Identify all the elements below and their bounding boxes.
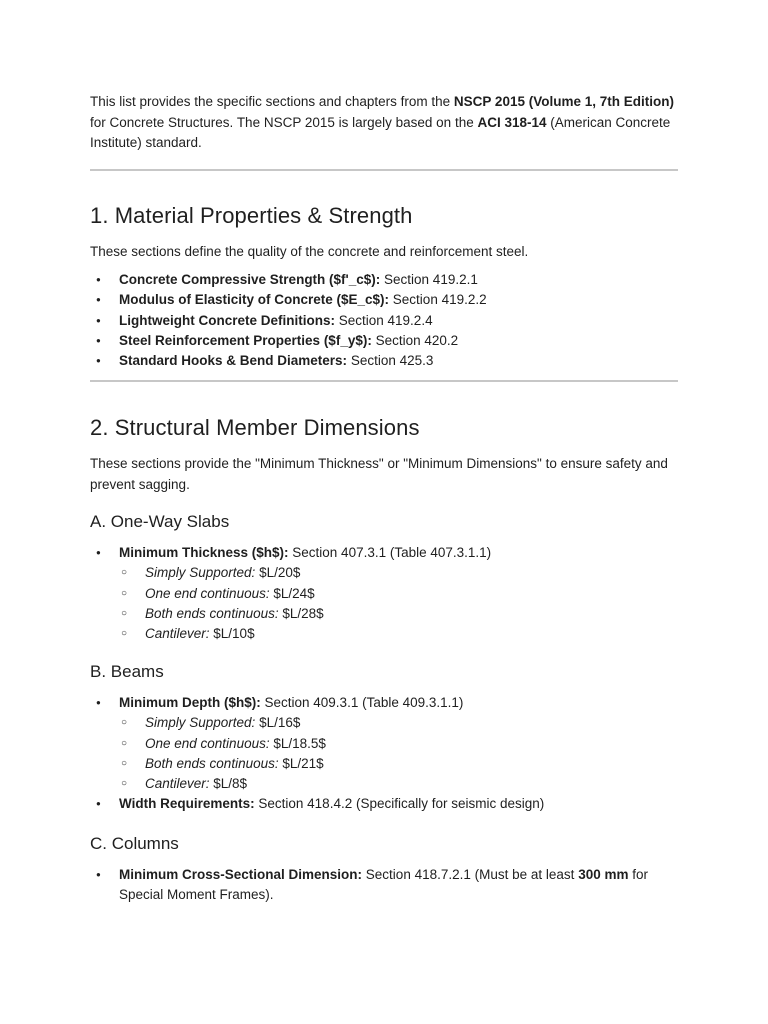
sub-list <box>119 563 678 644</box>
divider <box>90 169 678 171</box>
list-item <box>90 270 678 290</box>
sub-value: $L/24$ <box>269 585 315 601</box>
item-value: Section 420.2 <box>371 332 459 348</box>
item-label: Standard Hooks & Bend Diameters: <box>119 353 348 369</box>
item-value: for Special Moment Frames). <box>119 867 648 903</box>
sub-item <box>119 624 678 644</box>
list-item <box>90 290 678 310</box>
section-description: These sections provide the "Minimum Thickness" or "Minimum Dimensions" to ensure safety and prevent sagging. <box>90 456 668 492</box>
sub-value: $L/20$ <box>255 565 301 581</box>
sub-list <box>119 713 678 794</box>
item-label: Lightweight Concrete Definitions: <box>119 312 335 328</box>
beams-list <box>90 693 678 815</box>
subheading-columns: C. Columns <box>90 834 179 853</box>
sub-item <box>119 713 678 733</box>
item-label: Minimum Thickness ($h$): <box>119 545 289 560</box>
sub-value: $L/28$ <box>278 605 324 621</box>
intro-paragraph <box>90 92 678 154</box>
item-value: Section 418.4.2 (Specifically for seismic design) <box>254 796 545 812</box>
item-label: Modulus of Elasticity of Concrete ($E_c$): <box>119 292 390 308</box>
sub-label: Cantilever: <box>145 626 210 642</box>
sub-value: $L/21$ <box>278 755 324 771</box>
subheading-beams: B. Beams <box>90 662 164 681</box>
section-heading-material: 1. Material Properties & Strength <box>90 203 413 228</box>
intro-text: This list provides the specific sections and chapters from the <box>90 94 454 109</box>
list-item <box>90 543 678 644</box>
sub-value: $L/8$ <box>209 776 248 792</box>
divider <box>90 380 678 382</box>
intro-text: for Concrete Structures. The NSCP 2015 is largely based on the <box>90 114 478 130</box>
material-list <box>90 270 678 371</box>
sub-label: Both ends continuous: <box>145 605 279 621</box>
sub-label: Both ends continuous: <box>145 755 279 771</box>
intro-text: (American Concrete Institute) standard. <box>90 114 671 150</box>
item-value: Section 419.2.2 <box>389 292 487 308</box>
list-item <box>90 351 678 371</box>
sub-item <box>119 584 678 604</box>
intro-code-name: NSCP 2015 (Volume 1, 7th Edition) <box>453 94 674 109</box>
item-value: Section 425.3 <box>347 353 434 369</box>
item-label: Width Requirements: <box>119 796 255 812</box>
item-value: Section 409.3.1 (Table 409.3.1.1) <box>260 695 464 710</box>
list-item <box>90 865 678 906</box>
sub-label: One end continuous: <box>145 585 270 601</box>
intro-standard: ACI 318-14 <box>477 114 547 130</box>
sub-item <box>119 754 678 774</box>
sub-label: Simply Supported: <box>145 715 256 731</box>
item-emphasis: 300 mm <box>578 867 629 882</box>
section-description: These sections define the quality of the concrete and reinforcement steel. <box>90 244 529 259</box>
sub-value: $L/18.5$ <box>269 735 326 751</box>
list-item <box>90 311 678 331</box>
item-value: Section 419.2.4 <box>335 312 433 328</box>
sub-item <box>119 774 678 794</box>
item-value: Section 419.2.1 <box>380 272 478 287</box>
sub-value: $L/16$ <box>255 715 301 731</box>
columns-list <box>90 865 678 906</box>
item-label: Minimum Depth ($h$): <box>119 695 261 710</box>
section-heading-dimensions: 2. Structural Member Dimensions <box>90 415 420 440</box>
item-label: Steel Reinforcement Properties ($f_y$): <box>119 332 372 348</box>
sub-label: Simply Supported: <box>145 565 256 581</box>
list-item <box>90 331 678 351</box>
subheading-one-way-slabs: A. One-Way Slabs <box>90 512 230 531</box>
list-item <box>90 693 678 794</box>
item-value: Section 418.7.2.1 (Must be at least <box>362 867 579 882</box>
sub-label: Cantilever: <box>145 776 210 792</box>
item-value: Section 407.3.1 (Table 407.3.1.1) <box>288 545 492 560</box>
item-label: Minimum Cross-Sectional Dimension: <box>119 867 363 882</box>
sub-item <box>119 563 678 583</box>
sub-label: One end continuous: <box>145 735 270 751</box>
sub-value: $L/10$ <box>209 626 255 642</box>
list-item <box>90 794 678 814</box>
item-label: Concrete Compressive Strength ($f'_c$): <box>119 272 381 287</box>
sub-item <box>119 734 678 754</box>
sub-item <box>119 604 678 624</box>
slabs-list <box>90 543 678 644</box>
